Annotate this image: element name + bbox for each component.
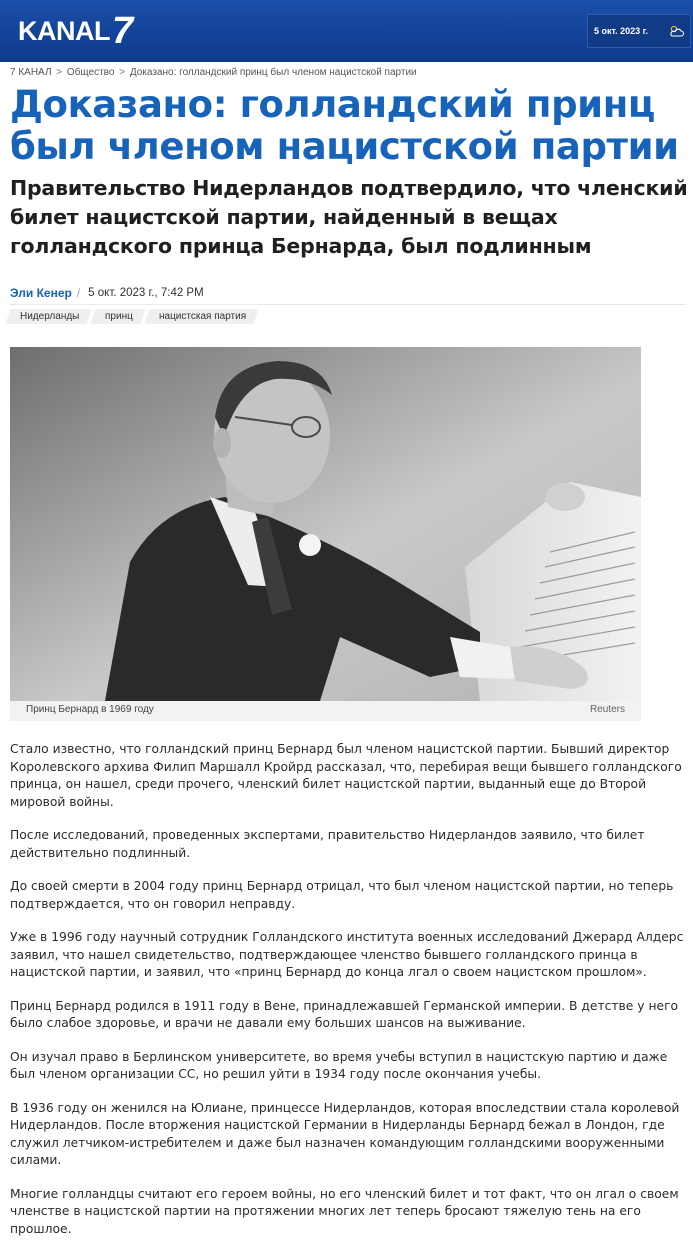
date-weather-widget	[587, 14, 691, 48]
site-header	[0, 0, 693, 62]
author-link[interactable]: Эли Кенер	[10, 286, 72, 300]
article-title: Доказано: голландский принц был членом нацистской партии	[10, 83, 679, 168]
breadcrumb-section[interactable]: Общество	[66, 67, 115, 78]
byline	[10, 284, 204, 302]
article-figure	[10, 347, 641, 721]
logo-mark: 7	[112, 10, 134, 52]
article-paragraph: До своей смерти в 2004 году принц Бернард отрицал, что был членом нацистской партии, но теперь подтверждается, что он говорил неправду.	[10, 879, 674, 911]
byline-separator: /	[76, 286, 81, 300]
article-paragraph: Принц Бернард родился в 1911 году в Вене, принадлежавшей Германской империи. В детстве у него было слабое здоровье, и врачи не давали ему больших шансов на выживание.	[10, 998, 679, 1030]
tag-netherlands[interactable]	[6, 309, 92, 324]
current-date: 5 окт. 2023 г.	[594, 26, 648, 36]
tag-label: Нидерланды	[20, 311, 80, 322]
breadcrumb-separator: >	[56, 67, 63, 78]
tag-nazi-party[interactable]	[145, 309, 259, 324]
tag-label: принц	[105, 311, 134, 322]
tag-prince[interactable]	[91, 309, 146, 324]
breadcrumb-home[interactable]: 7 КАНАЛ	[10, 67, 52, 78]
site-logo[interactable]	[18, 10, 134, 52]
article-paragraph: После исследований, проведенных экспертами, правительство Нидерландов заявило, что билет действительно подлинный.	[10, 828, 645, 860]
article-paragraph: Стало известно, что голландский принц Бернард был членом нацистской партии. Бывший директор Королевского архива Филип Маршалл Кройрд рассказал, что, перебирая вещи бывшего голландского принца, он нашел, среди прочего, членский билет нацистской партии, выданный еще до Второй мировой войны.	[10, 742, 682, 809]
article-paragraph: Многие голландцы считают его героем войны, но его членский билет и тот факт, что он лгал о своем членстве в нацистской партии на протяжении многих лет теперь бросают тяжелую тень на его прошлое.	[10, 1186, 679, 1236]
article-body	[10, 741, 686, 1254]
article-subtitle: Правительство Нидерландов подтвердило, что членский билет нацистской партии, найденный в вещах голландского принца Бернарда, был подлинным	[10, 176, 688, 258]
breadcrumb	[10, 67, 417, 78]
photo-caption: Принц Бернард в 1969 году	[26, 704, 154, 715]
breadcrumb-separator: >	[119, 67, 126, 78]
partly-cloudy-icon	[668, 25, 684, 37]
article-paragraph: Он изучал право в Берлинском университете, во время учебы вступил в нацистскую партию и даже был членом организации СС, но решил уйти в 1934 году после окончания учебы.	[10, 1049, 668, 1081]
photo-credit: Reuters	[589, 704, 625, 715]
article-photo[interactable]	[10, 347, 641, 701]
article-paragraph: Уже в 1996 году научный сотрудник Голландского института военных исследований Джерард Алдерс заявил, что нашел свидетельство, подтверждающее членство бывшего голландского принца в нацистской партии, и заявил, что «принц Бернард до конца лгал о своем нацистском прошлом».	[10, 930, 684, 979]
breadcrumb-current: Доказано: голландский принц был членом нацистской партии	[129, 67, 417, 78]
publish-date: 5 окт. 2023 г., 7:42 PM	[88, 287, 204, 299]
divider	[10, 304, 686, 305]
logo-wordmark: KANAL	[18, 16, 110, 46]
article-paragraph: В 1936 году он женился на Юлиане, принцессе Нидерландов, которая впоследствии стала королевой Нидерландов. После вторжения нацистской Германии в Нидерланды Бернард бежал в Лондон, где служил летчиком-истребителем и даже был назначен командующим голландскими вооруженными силами.	[10, 1100, 680, 1167]
tag-list	[8, 309, 256, 324]
tag-label: нацистская партия	[159, 311, 247, 322]
